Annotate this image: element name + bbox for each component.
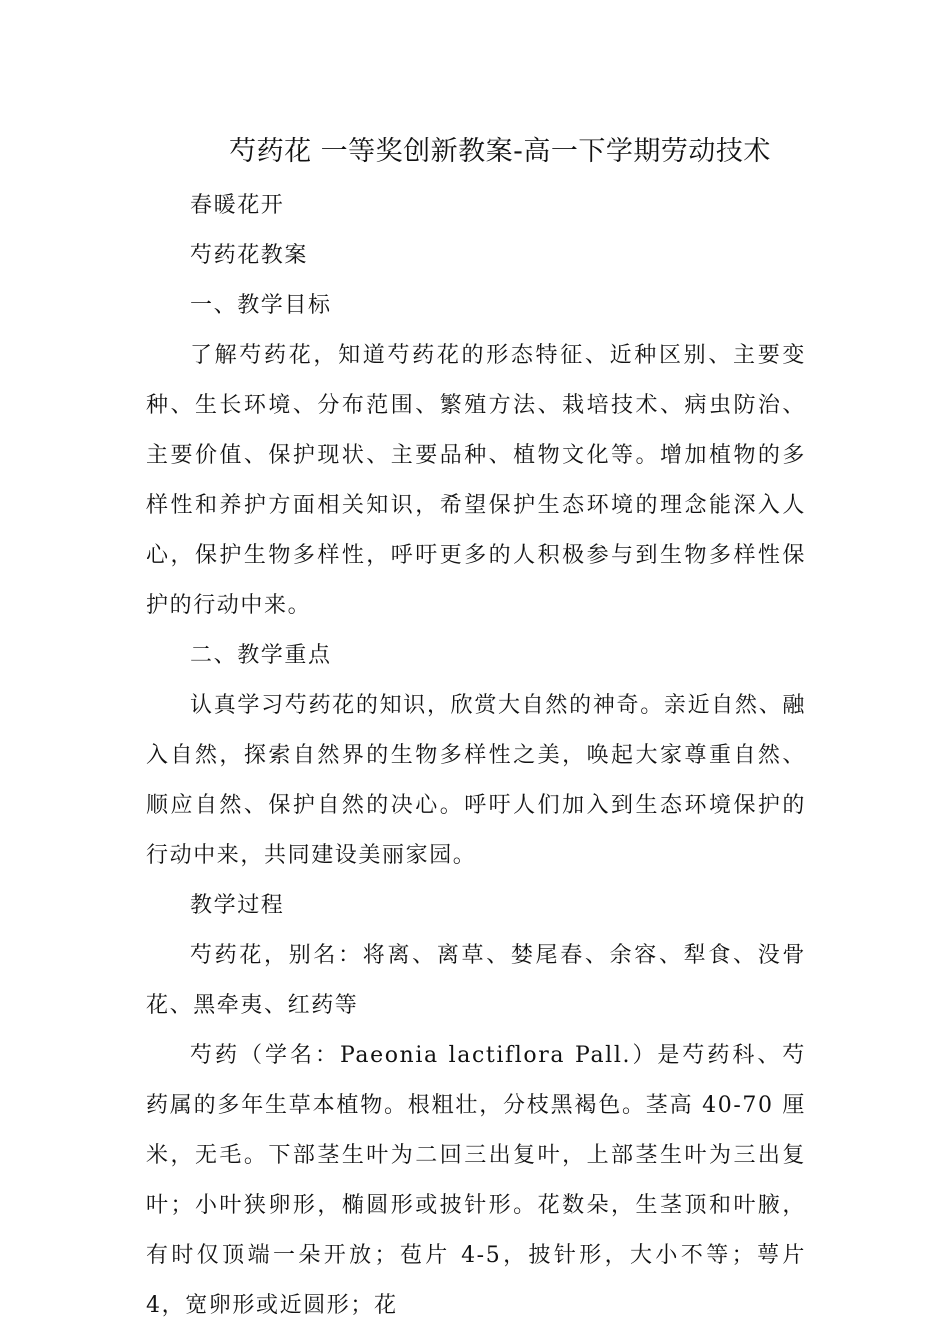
section-heading-process: 教学过程 (190, 893, 285, 918)
paragraph-aliases: 芍药花，别名：将离、离草、婪尾春、余容、犁食、没骨花、黑牵夷、红药等 (146, 943, 806, 1018)
intro-line-lesson-plan: 芍药花教案 (190, 243, 309, 268)
document-title: 芍药花 一等奖创新教案-高一下学期劳动技术 (229, 136, 771, 167)
intro-line-spring: 春暖花开 (190, 193, 285, 218)
paragraph-description: 芍药（学名：Paeonia lactiflora Pall.）是芍药科、芍药属的多年生草本植物。根粗壮，分枝黑褐色。茎高 40-70 厘米，无毛。下部茎生叶为二回三出复叶，上部茎生叶为三出复叶；小叶狭卵形，椭圆形或披针形。花数朵，生茎顶和叶腋，有时仅顶端一朵开放；苞片 4-5，披针形，大小不等；萼片 4，宽卵形或近圆形；花 (146, 1043, 806, 1318)
section-heading-objectives: 一、教学目标 (190, 293, 332, 318)
paragraph-key-points: 认真学习芍药花的知识，欣赏大自然的神奇。亲近自然、融入自然，探索自然界的生物多样性之美，唤起大家尊重自然、顺应自然、保护自然的决心。呼吁人们加入到生态环境保护的行动中来，共同建设美丽家园。 (146, 693, 806, 868)
paragraph-objectives: 了解芍药花，知道芍药花的形态特征、近种区别、主要变种、生长环境、分布范围、繁殖方法、栽培技术、病虫防治、主要价值、保护现状、主要品种、植物文化等。增加植物的多样性和养护方面相关知识，希望保护生态环境的理念能深入人心，保护生物多样性，呼吁更多的人积极参与到生物多样性保护的行动中来。 (146, 343, 806, 618)
section-heading-key-points: 二、教学重点 (190, 643, 332, 668)
document-body (146, 181, 806, 1331)
